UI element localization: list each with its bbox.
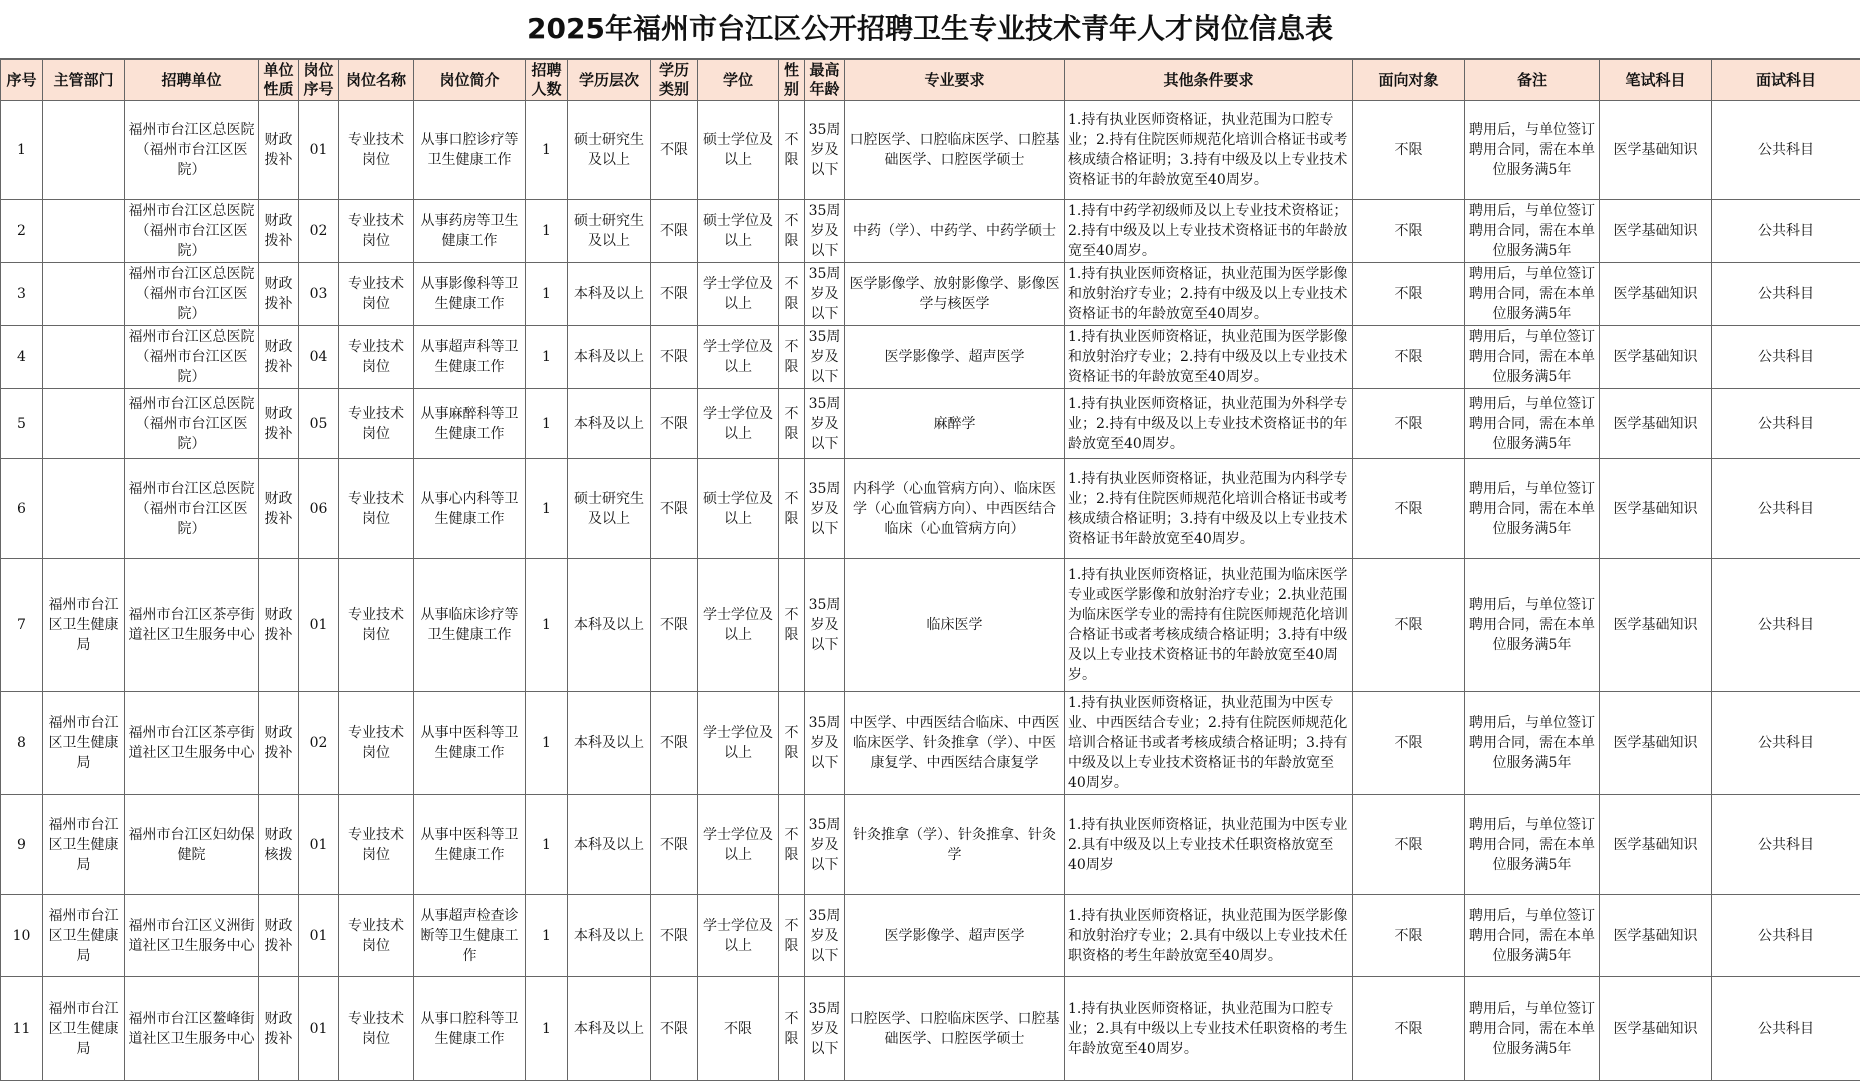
cell-unit-type: 财政拨补 xyxy=(259,977,299,1081)
cell-major: 中药（学）、中药学、中药学硕士 xyxy=(845,200,1065,263)
table-row xyxy=(1,326,1860,389)
cell-remark: 聘用后，与单位签订聘用合同，需在本单位服务满5年 xyxy=(1465,895,1600,977)
table-row xyxy=(1,895,1860,977)
cell-post-no: 01 xyxy=(299,795,339,895)
cell-post-desc: 从事超声检查诊断等卫生健康工作 xyxy=(414,895,526,977)
cell-post-desc: 从事影像科等卫生健康工作 xyxy=(414,263,526,326)
cell-major: 医学影像学、超声医学 xyxy=(845,895,1065,977)
col-header: 笔试科目 xyxy=(1600,60,1712,101)
cell-target: 不限 xyxy=(1353,389,1465,459)
cell-post-desc: 从事口腔诊疗等卫生健康工作 xyxy=(414,101,526,200)
cell-degree: 硕士学位及以上 xyxy=(698,200,779,263)
cell-education: 本科及以上 xyxy=(568,977,651,1081)
cell-written-exam: 医学基础知识 xyxy=(1600,200,1712,263)
cell-written-exam: 医学基础知识 xyxy=(1600,895,1712,977)
cell-other-requirements: 1.持有执业医师资格证，执业范围为中医专业、中西医结合专业；2.持有住院医师规范化培训合格证书或者考核成绩合格证明；3.持有中级及以上专业技术资格证书的年龄放宽至40周岁。 xyxy=(1065,692,1353,795)
cell-edu-type: 不限 xyxy=(651,977,698,1081)
table-row xyxy=(1,977,1860,1081)
cell-interview: 公共科目 xyxy=(1712,459,1860,559)
cell-headcount: 1 xyxy=(526,101,568,200)
cell-post-no: 01 xyxy=(299,559,339,692)
cell-target: 不限 xyxy=(1353,795,1465,895)
cell-interview: 公共科目 xyxy=(1712,977,1860,1081)
cell-department xyxy=(43,200,125,263)
cell-max-age: 35周岁及以下 xyxy=(805,895,845,977)
cell-remark: 聘用后，与单位签订聘用合同，需在本单位服务满5年 xyxy=(1465,263,1600,326)
cell-other-requirements: 1.持有执业医师资格证，执业范围为临床医学专业或医学影像和放射治疗专业；2.执业范围为临床医学专业的需持有住院医师规范化培训合格证书或者考核成绩合格证明；3.持有中级及以上专业技术资格证书的年龄放宽至40周岁。 xyxy=(1065,559,1353,692)
cell-unit-type: 财政拨补 xyxy=(259,101,299,200)
cell-post-name: 专业技术岗位 xyxy=(339,200,414,263)
cell-employer: 福州市台江区总医院（福州市台江区医院） xyxy=(125,101,259,200)
col-header: 学位 xyxy=(698,60,779,101)
col-header: 其他条件要求 xyxy=(1065,60,1353,101)
cell-written-exam: 医学基础知识 xyxy=(1600,559,1712,692)
cell-other-requirements: 1.持有执业医师资格证，执业范围为口腔专业；2.持有住院医师规范化培训合格证书或考核成绩合格证明；3.持有中级及以上专业技术资格证书的年龄放宽至40周岁。 xyxy=(1065,101,1353,200)
cell-unit-type: 财政拨补 xyxy=(259,200,299,263)
cell-employer: 福州市台江区总医院（福州市台江区医院） xyxy=(125,263,259,326)
cell-interview: 公共科目 xyxy=(1712,263,1860,326)
cell-major: 口腔医学、口腔临床医学、口腔基础医学、口腔医学硕士 xyxy=(845,977,1065,1081)
cell-other-requirements: 1.持有执业医师资格证，执业范围为外科学专业；2.持有中级及以上专业技术资格证书的年龄放宽至40周岁。 xyxy=(1065,389,1353,459)
cell-interview: 公共科目 xyxy=(1712,326,1860,389)
cell-post-no: 06 xyxy=(299,459,339,559)
cell-edu-type: 不限 xyxy=(651,263,698,326)
cell-post-name: 专业技术岗位 xyxy=(339,101,414,200)
cell-other-requirements: 1.持有执业医师资格证，执业范围为中医专业2.具有中级及以上专业技术任职资格放宽至40周岁 xyxy=(1065,795,1353,895)
table-row xyxy=(1,389,1860,459)
col-header: 学历类别 xyxy=(651,60,698,101)
cell-post-no: 01 xyxy=(299,101,339,200)
cell-max-age: 35周岁及以下 xyxy=(805,977,845,1081)
cell-remark: 聘用后，与单位签订聘用合同，需在本单位服务满5年 xyxy=(1465,795,1600,895)
cell-seq: 4 xyxy=(1,326,43,389)
cell-department: 福州市台江区卫生健康局 xyxy=(43,977,125,1081)
cell-written-exam: 医学基础知识 xyxy=(1600,326,1712,389)
cell-post-desc: 从事药房等卫生健康工作 xyxy=(414,200,526,263)
cell-post-no: 02 xyxy=(299,692,339,795)
cell-interview: 公共科目 xyxy=(1712,101,1860,200)
cell-remark: 聘用后，与单位签订聘用合同，需在本单位服务满5年 xyxy=(1465,200,1600,263)
cell-max-age: 35周岁及以下 xyxy=(805,559,845,692)
cell-post-no: 01 xyxy=(299,977,339,1081)
cell-degree: 学士学位及以上 xyxy=(698,389,779,459)
cell-max-age: 35周岁及以下 xyxy=(805,263,845,326)
cell-written-exam: 医学基础知识 xyxy=(1600,795,1712,895)
col-header: 招聘单位 xyxy=(125,60,259,101)
cell-target: 不限 xyxy=(1353,263,1465,326)
cell-degree: 学士学位及以上 xyxy=(698,692,779,795)
cell-interview: 公共科目 xyxy=(1712,795,1860,895)
table-row xyxy=(1,200,1860,263)
cell-seq: 8 xyxy=(1,692,43,795)
col-header: 备注 xyxy=(1465,60,1600,101)
cell-max-age: 35周岁及以下 xyxy=(805,459,845,559)
cell-gender: 不限 xyxy=(779,263,805,326)
cell-major: 麻醉学 xyxy=(845,389,1065,459)
cell-employer: 福州市台江区鳌峰街道社区卫生服务中心 xyxy=(125,977,259,1081)
cell-gender: 不限 xyxy=(779,895,805,977)
cell-post-name: 专业技术岗位 xyxy=(339,326,414,389)
cell-headcount: 1 xyxy=(526,895,568,977)
cell-seq: 9 xyxy=(1,795,43,895)
cell-other-requirements: 1.持有执业医师资格证，执业范围为医学影像和放射治疗专业；2.持有中级及以上专业技术资格证书的年龄放宽至40周岁。 xyxy=(1065,326,1353,389)
cell-education: 本科及以上 xyxy=(568,895,651,977)
cell-post-no: 01 xyxy=(299,895,339,977)
cell-gender: 不限 xyxy=(779,389,805,459)
cell-headcount: 1 xyxy=(526,263,568,326)
cell-headcount: 1 xyxy=(526,692,568,795)
cell-written-exam: 医学基础知识 xyxy=(1600,692,1712,795)
cell-remark: 聘用后，与单位签订聘用合同，需在本单位服务满5年 xyxy=(1465,559,1600,692)
cell-employer: 福州市台江区妇幼保健院 xyxy=(125,795,259,895)
col-header: 面试科目 xyxy=(1712,60,1860,101)
cell-remark: 聘用后，与单位签订聘用合同，需在本单位服务满5年 xyxy=(1465,101,1600,200)
col-header: 专业要求 xyxy=(845,60,1065,101)
cell-unit-type: 财政拨补 xyxy=(259,459,299,559)
cell-other-requirements: 1.持有执业医师资格证，执业范围为医学影像和放射治疗专业；2.持有中级及以上专业技术资格证书的年龄放宽至40周岁。 xyxy=(1065,263,1353,326)
positions-table xyxy=(0,59,1860,1081)
cell-post-name: 专业技术岗位 xyxy=(339,263,414,326)
cell-gender: 不限 xyxy=(779,200,805,263)
cell-post-name: 专业技术岗位 xyxy=(339,977,414,1081)
cell-post-desc: 从事中医科等卫生健康工作 xyxy=(414,692,526,795)
cell-department: 福州市台江区卫生健康局 xyxy=(43,692,125,795)
cell-target: 不限 xyxy=(1353,977,1465,1081)
cell-degree: 学士学位及以上 xyxy=(698,263,779,326)
col-header: 序号 xyxy=(1,60,43,101)
cell-target: 不限 xyxy=(1353,895,1465,977)
cell-unit-type: 财政拨补 xyxy=(259,389,299,459)
cell-unit-type: 财政拨补 xyxy=(259,559,299,692)
cell-degree: 硕士学位及以上 xyxy=(698,459,779,559)
cell-education: 本科及以上 xyxy=(568,326,651,389)
cell-headcount: 1 xyxy=(526,977,568,1081)
cell-remark: 聘用后，与单位签订聘用合同，需在本单位服务满5年 xyxy=(1465,459,1600,559)
cell-max-age: 35周岁及以下 xyxy=(805,326,845,389)
cell-post-no: 03 xyxy=(299,263,339,326)
cell-degree: 学士学位及以上 xyxy=(698,559,779,692)
cell-post-desc: 从事心内科等卫生健康工作 xyxy=(414,459,526,559)
cell-gender: 不限 xyxy=(779,101,805,200)
cell-major: 临床医学 xyxy=(845,559,1065,692)
table-row xyxy=(1,559,1860,692)
cell-department xyxy=(43,101,125,200)
col-header: 主管部门 xyxy=(43,60,125,101)
cell-interview: 公共科目 xyxy=(1712,559,1860,692)
cell-max-age: 35周岁及以下 xyxy=(805,692,845,795)
cell-max-age: 35周岁及以下 xyxy=(805,200,845,263)
col-header: 性别 xyxy=(779,60,805,101)
cell-gender: 不限 xyxy=(779,459,805,559)
cell-department xyxy=(43,459,125,559)
cell-edu-type: 不限 xyxy=(651,795,698,895)
cell-target: 不限 xyxy=(1353,101,1465,200)
cell-interview: 公共科目 xyxy=(1712,200,1860,263)
cell-headcount: 1 xyxy=(526,459,568,559)
cell-interview: 公共科目 xyxy=(1712,895,1860,977)
cell-remark: 聘用后，与单位签订聘用合同，需在本单位服务满5年 xyxy=(1465,326,1600,389)
col-header: 学历层次 xyxy=(568,60,651,101)
cell-target: 不限 xyxy=(1353,459,1465,559)
cell-max-age: 35周岁及以下 xyxy=(805,795,845,895)
cell-major: 内科学（心血管病方向）、临床医学（心血管病方向）、中西医结合临床（心血管病方向） xyxy=(845,459,1065,559)
cell-seq: 2 xyxy=(1,200,43,263)
cell-unit-type: 财政拨补 xyxy=(259,326,299,389)
cell-degree: 学士学位及以上 xyxy=(698,795,779,895)
col-header: 岗位名称 xyxy=(339,60,414,101)
cell-post-desc: 从事超声科等卫生健康工作 xyxy=(414,326,526,389)
cell-degree: 学士学位及以上 xyxy=(698,326,779,389)
cell-other-requirements: 1.持有中药学初级师及以上专业技术资格证；2.持有中级及以上专业技术资格证书的年龄放宽至40周岁。 xyxy=(1065,200,1353,263)
cell-edu-type: 不限 xyxy=(651,459,698,559)
cell-interview: 公共科目 xyxy=(1712,389,1860,459)
cell-department xyxy=(43,263,125,326)
page-title: 2025年福州市台江区公开招聘卫生专业技术青年人才岗位信息表 xyxy=(0,0,1860,59)
cell-headcount: 1 xyxy=(526,795,568,895)
table-row xyxy=(1,795,1860,895)
cell-post-name: 专业技术岗位 xyxy=(339,389,414,459)
cell-seq: 1 xyxy=(1,101,43,200)
cell-unit-type: 财政拨补 xyxy=(259,692,299,795)
cell-other-requirements: 1.持有执业医师资格证，执业范围为内科学专业；2.持有住院医师规范化培训合格证书或考核成绩合格证明；3.持有中级及以上专业技术资格证书年龄放宽至40周岁。 xyxy=(1065,459,1353,559)
col-header: 岗位简介 xyxy=(414,60,526,101)
cell-headcount: 1 xyxy=(526,200,568,263)
cell-written-exam: 医学基础知识 xyxy=(1600,101,1712,200)
cell-education: 硕士研究生及以上 xyxy=(568,459,651,559)
cell-unit-type: 财政核拨 xyxy=(259,795,299,895)
cell-other-requirements: 1.持有执业医师资格证，执业范围为医学影像和放射治疗专业；2.具有中级以上专业技术任职资格的考生年龄放宽至40周岁。 xyxy=(1065,895,1353,977)
cell-education: 本科及以上 xyxy=(568,795,651,895)
cell-gender: 不限 xyxy=(779,795,805,895)
cell-post-name: 专业技术岗位 xyxy=(339,559,414,692)
cell-education: 本科及以上 xyxy=(568,692,651,795)
cell-max-age: 35周岁及以下 xyxy=(805,389,845,459)
cell-written-exam: 医学基础知识 xyxy=(1600,977,1712,1081)
cell-education: 硕士研究生及以上 xyxy=(568,101,651,200)
cell-seq: 7 xyxy=(1,559,43,692)
cell-employer: 福州市台江区茶亭街道社区卫生服务中心 xyxy=(125,559,259,692)
table-row xyxy=(1,692,1860,795)
cell-post-no: 04 xyxy=(299,326,339,389)
cell-post-no: 05 xyxy=(299,389,339,459)
cell-edu-type: 不限 xyxy=(651,200,698,263)
header-row xyxy=(1,60,1860,101)
cell-major: 中医学、中西医结合临床、中西医临床医学、针灸推拿（学）、中医康复学、中西医结合康复学 xyxy=(845,692,1065,795)
cell-post-no: 02 xyxy=(299,200,339,263)
cell-headcount: 1 xyxy=(526,389,568,459)
cell-post-name: 专业技术岗位 xyxy=(339,459,414,559)
cell-post-name: 专业技术岗位 xyxy=(339,795,414,895)
cell-education: 本科及以上 xyxy=(568,263,651,326)
cell-gender: 不限 xyxy=(779,692,805,795)
cell-department: 福州市台江区卫生健康局 xyxy=(43,895,125,977)
cell-written-exam: 医学基础知识 xyxy=(1600,263,1712,326)
cell-seq: 3 xyxy=(1,263,43,326)
cell-target: 不限 xyxy=(1353,559,1465,692)
cell-post-desc: 从事麻醉科等卫生健康工作 xyxy=(414,389,526,459)
cell-employer: 福州市台江区总医院（福州市台江区医院） xyxy=(125,200,259,263)
cell-education: 本科及以上 xyxy=(568,389,651,459)
cell-education: 硕士研究生及以上 xyxy=(568,200,651,263)
cell-degree: 硕士学位及以上 xyxy=(698,101,779,200)
cell-post-desc: 从事临床诊疗等卫生健康工作 xyxy=(414,559,526,692)
cell-degree: 不限 xyxy=(698,977,779,1081)
cell-written-exam: 医学基础知识 xyxy=(1600,459,1712,559)
cell-edu-type: 不限 xyxy=(651,101,698,200)
cell-max-age: 35周岁及以下 xyxy=(805,101,845,200)
cell-degree: 学士学位及以上 xyxy=(698,895,779,977)
cell-gender: 不限 xyxy=(779,977,805,1081)
cell-post-name: 专业技术岗位 xyxy=(339,895,414,977)
col-header: 面向对象 xyxy=(1353,60,1465,101)
cell-seq: 11 xyxy=(1,977,43,1081)
cell-major: 医学影像学、超声医学 xyxy=(845,326,1065,389)
cell-employer: 福州市台江区总医院（福州市台江区医院） xyxy=(125,459,259,559)
cell-interview: 公共科目 xyxy=(1712,692,1860,795)
cell-gender: 不限 xyxy=(779,326,805,389)
cell-major: 针灸推拿（学）、针灸推拿、针灸学 xyxy=(845,795,1065,895)
cell-remark: 聘用后，与单位签订聘用合同，需在本单位服务满5年 xyxy=(1465,977,1600,1081)
cell-other-requirements: 1.持有执业医师资格证，执业范围为口腔专业；2.具有中级以上专业技术任职资格的考生年龄放宽至40周岁。 xyxy=(1065,977,1353,1081)
col-header: 招聘人数 xyxy=(526,60,568,101)
cell-employer: 福州市台江区总医院（福州市台江区医院） xyxy=(125,389,259,459)
cell-employer: 福州市台江区义洲街道社区卫生服务中心 xyxy=(125,895,259,977)
col-header: 最高年龄 xyxy=(805,60,845,101)
table-row xyxy=(1,459,1860,559)
cell-target: 不限 xyxy=(1353,326,1465,389)
cell-seq: 10 xyxy=(1,895,43,977)
cell-department: 福州市台江区卫生健康局 xyxy=(43,795,125,895)
table-row xyxy=(1,263,1860,326)
cell-edu-type: 不限 xyxy=(651,389,698,459)
cell-department xyxy=(43,389,125,459)
cell-written-exam: 医学基础知识 xyxy=(1600,389,1712,459)
cell-gender: 不限 xyxy=(779,559,805,692)
cell-education: 本科及以上 xyxy=(568,559,651,692)
col-header: 单位性质 xyxy=(259,60,299,101)
cell-department xyxy=(43,326,125,389)
cell-target: 不限 xyxy=(1353,692,1465,795)
cell-headcount: 1 xyxy=(526,326,568,389)
cell-seq: 5 xyxy=(1,389,43,459)
cell-post-desc: 从事口腔科等卫生健康工作 xyxy=(414,977,526,1081)
cell-edu-type: 不限 xyxy=(651,895,698,977)
cell-edu-type: 不限 xyxy=(651,559,698,692)
cell-remark: 聘用后，与单位签订聘用合同，需在本单位服务满5年 xyxy=(1465,692,1600,795)
table-row xyxy=(1,101,1860,200)
col-header: 岗位序号 xyxy=(299,60,339,101)
cell-employer: 福州市台江区总医院（福州市台江区医院） xyxy=(125,326,259,389)
cell-major: 口腔医学、口腔临床医学、口腔基础医学、口腔医学硕士 xyxy=(845,101,1065,200)
cell-major: 医学影像学、放射影像学、影像医学与核医学 xyxy=(845,263,1065,326)
cell-edu-type: 不限 xyxy=(651,326,698,389)
cell-target: 不限 xyxy=(1353,200,1465,263)
cell-unit-type: 财政拨补 xyxy=(259,895,299,977)
cell-post-desc: 从事中医科等卫生健康工作 xyxy=(414,795,526,895)
cell-edu-type: 不限 xyxy=(651,692,698,795)
cell-headcount: 1 xyxy=(526,559,568,692)
cell-employer: 福州市台江区茶亭街道社区卫生服务中心 xyxy=(125,692,259,795)
cell-post-name: 专业技术岗位 xyxy=(339,692,414,795)
cell-seq: 6 xyxy=(1,459,43,559)
cell-remark: 聘用后，与单位签订聘用合同，需在本单位服务满5年 xyxy=(1465,389,1600,459)
cell-unit-type: 财政拨补 xyxy=(259,263,299,326)
cell-department: 福州市台江区卫生健康局 xyxy=(43,559,125,692)
